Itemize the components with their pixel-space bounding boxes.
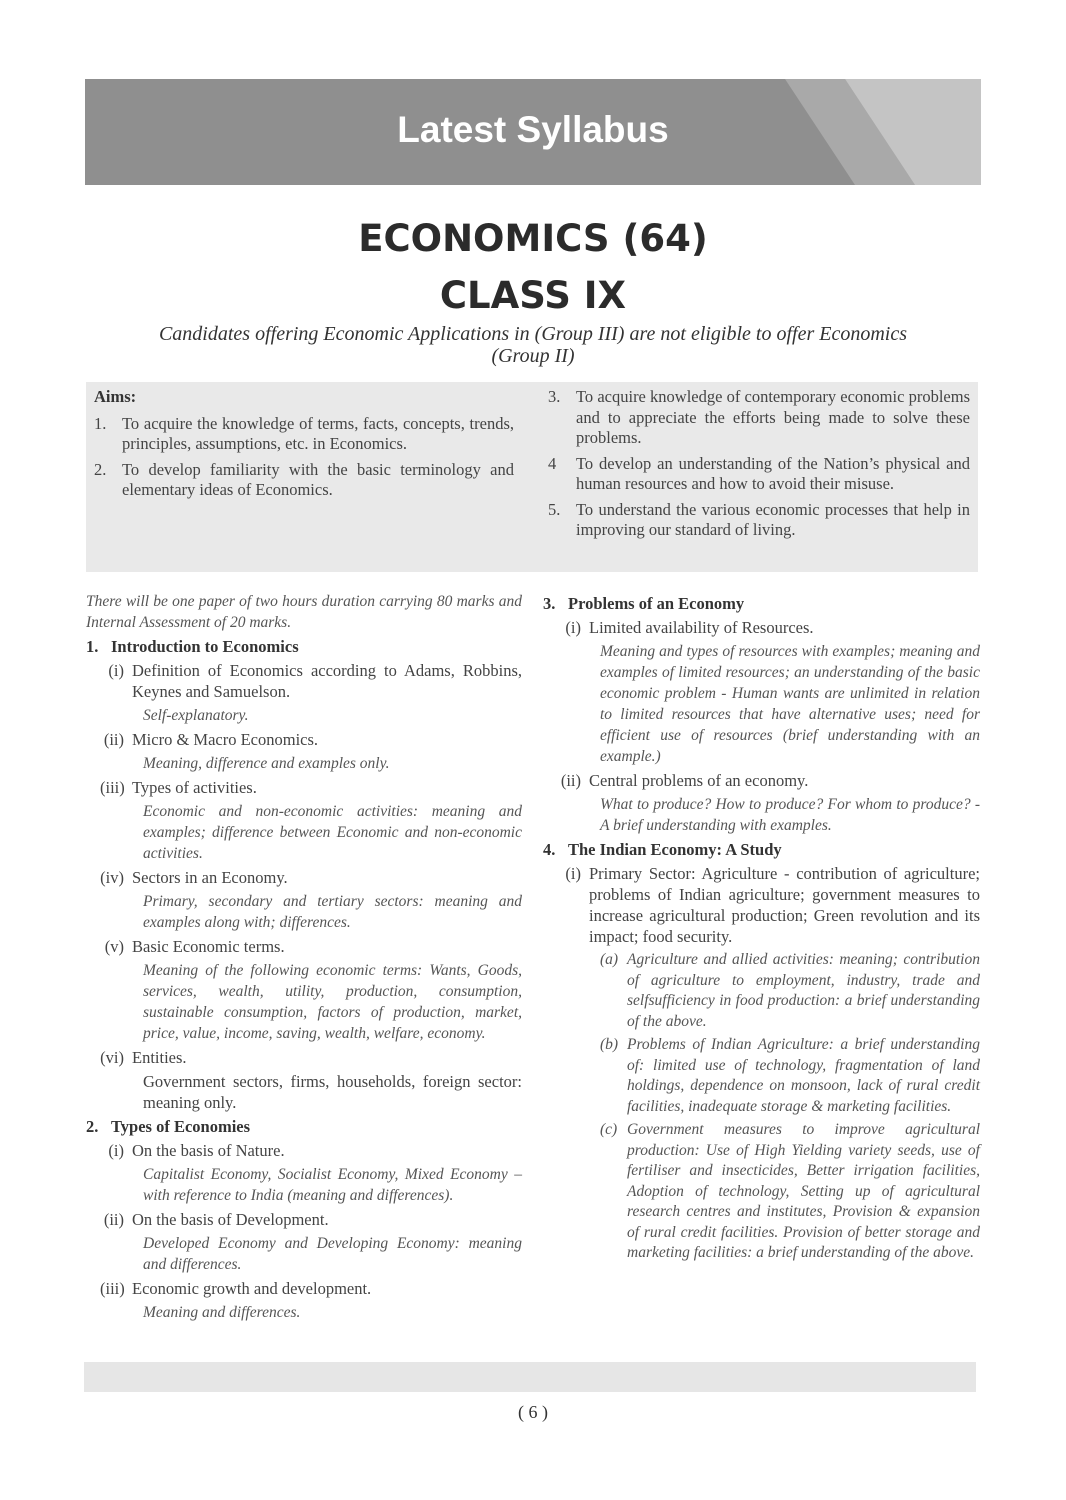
aim-number: 2. (94, 459, 107, 479)
topic-description: Government sectors, firms, households, foreign sector: meaning only. (143, 1072, 522, 1112)
topic-item (86, 1047, 522, 1068)
topic-roman: (vi) (100, 1048, 124, 1067)
subtopic-item (600, 950, 980, 1032)
aim-text: To develop familiarity with the basic terminology and elementary ideas of Economics. (122, 459, 514, 499)
section-number: 2. (86, 1117, 99, 1136)
topic-roman: (iii) (100, 778, 125, 797)
subtopic-text: Problems of Indian Agriculture: a brief understanding of: limited use of technology, fragmentation of land holdings, dependence on monsoon, lack of rural credit facilities, inadequate storage & marketing facilities. (627, 1036, 980, 1115)
topic-item (543, 617, 980, 638)
topic-text: Micro & Macro Economics. (132, 730, 319, 749)
topic-text: On the basis of Nature. (132, 1141, 285, 1160)
topic-item (86, 660, 522, 702)
subtopic-letter: (a) (600, 951, 619, 968)
subtopic-letter: (c) (600, 1121, 618, 1138)
topic-description: Capitalist Economy, Socialist Economy, Mixed Economy – with reference to India (meaning and differences). (143, 1166, 522, 1204)
eligibility-note: Candidates offering Economic Applications in (Group III) are not eligible to offer Economics (Group II) (158, 323, 908, 367)
topic-item (543, 770, 980, 791)
syllabus-right-column (543, 591, 980, 1267)
subtopic-text: Government measures to improve agricultural production: Use of High Yielding variety seeds, use of fertiliser and insecticides, Better irrigation facilities, Adoption of technology, Setting up of agricultural research centres and institutes, Provision & expansion of rural credit facilities. Provision of better storage and marketing facilities: a brief understanding of the above. (627, 1121, 980, 1261)
subtopic-letter: (b) (600, 1036, 619, 1053)
topic-item (86, 729, 522, 750)
topic-roman: (v) (104, 937, 124, 956)
paper-intro: There will be one paper of two hours duration carrying 80 marks and Internal Assessment of 20 marks. (86, 593, 522, 631)
aim-number: 5. (548, 499, 561, 519)
topic-text: Economic growth and development. (132, 1279, 372, 1298)
section-title: Problems of an Economy (568, 594, 745, 613)
aim-number: 4 (548, 453, 557, 473)
subtopic-item (600, 1120, 980, 1264)
topic-item (86, 777, 522, 798)
aims-left-column (94, 387, 514, 506)
aim-number: 3. (548, 387, 561, 406)
topic-text: Types of activities. (132, 778, 257, 797)
topic-item (86, 1140, 522, 1161)
subtopic-text: Agriculture and allied activities: meaning; contribution of agriculture to employment, industry, trade and selfsufficiency in food production: a brief understanding of the above. (627, 951, 980, 1030)
subject-heading: ECONOMICS (64) (358, 217, 708, 260)
subtopic-item (600, 1035, 980, 1117)
class-heading: CLASS IX (439, 274, 627, 317)
topic-item (86, 867, 522, 888)
aims-right-column (548, 387, 970, 546)
topic-text: Basic Economic terms. (132, 937, 285, 956)
topic-text: Limited availability of Resources. (589, 618, 814, 637)
topic-item (86, 1209, 522, 1230)
syllabus-left-column (86, 591, 522, 1326)
aim-text: To understand the various economic processes that help in improving our standard of living. (576, 499, 970, 539)
section-heading (543, 593, 980, 614)
topic-description: Meaning, difference and examples only. (143, 755, 390, 772)
topic-description: Primary, secondary and tertiary sectors: meaning and examples along with; differences. (143, 893, 522, 931)
topic-roman: (iii) (100, 1279, 125, 1298)
syllabus-banner (85, 79, 981, 185)
aim-item (548, 500, 970, 541)
footer-bar (84, 1362, 976, 1392)
topic-text: Entities. (132, 1048, 187, 1067)
section-title: The Indian Economy: A Study (568, 840, 782, 859)
banner-title: Latest Syllabus (397, 109, 669, 150)
topic-roman: (i) (565, 618, 581, 637)
topic-description: Meaning and types of resources with examples; meaning and examples of limited resources; an understanding of the basic economic problem - Human wants are unlimited in relation to limited resources that have alternative uses; need for efficient use of resources (brief understanding with an example.) (600, 643, 980, 765)
topic-roman: (ii) (103, 1210, 124, 1229)
topic-item (86, 936, 522, 957)
topic-text: Central problems of an economy. (589, 771, 809, 790)
aim-text: To develop an understanding of the Nation’s physical and human resources and how to avoid their misuse. (576, 453, 970, 493)
aim-text: To acquire the knowledge of terms, facts, concepts, trends, principles, assumptions, etc. in Economics. (122, 413, 514, 453)
topic-description: Self-explanatory. (143, 707, 249, 724)
page-number: ( 6 ) (518, 1402, 548, 1422)
topic-roman: (ii) (103, 730, 124, 749)
topic-text: On the basis of Development. (132, 1210, 329, 1229)
topic-roman: (i) (108, 1141, 124, 1160)
aim-item (548, 387, 970, 449)
section-number: 3. (543, 594, 556, 613)
section-heading (543, 839, 980, 860)
topic-description: Meaning of the following economic terms: Wants, Goods, services, wealth, utility, production, consumption, sustainable consumption, factors of production, market, price, value, income, saving, wealth, welfare, economy. (143, 962, 522, 1042)
aim-item (548, 454, 970, 495)
aim-text: To acquire knowledge of contemporary economic problems and to appreciate the efforts being made to solve these problems. (576, 387, 970, 447)
topic-description: Economic and non-economic activities: meaning and examples; difference between Economic and non-economic activities. (143, 803, 522, 862)
aim-item (94, 414, 514, 455)
topic-description: Meaning and differences. (143, 1304, 301, 1321)
topic-roman: (iv) (100, 868, 124, 887)
section-heading (86, 1116, 522, 1137)
section-number: 1. (86, 637, 99, 656)
topic-item (543, 863, 980, 947)
aims-title: Aims: (94, 387, 137, 406)
topic-description: What to produce? How to produce? For whom to produce? - A brief understanding with examples. (600, 796, 980, 834)
aim-item (94, 460, 514, 501)
topic-text: Definition of Economics according to Adams, Robbins, Keynes and Samuelson. (132, 661, 522, 701)
topic-roman: (ii) (560, 771, 581, 790)
topic-roman: (i) (565, 864, 581, 883)
section-number: 4. (543, 840, 556, 859)
section-title: Types of Economies (111, 1117, 251, 1136)
topic-item (86, 1278, 522, 1299)
aim-number: 1. (94, 413, 107, 433)
section-heading (86, 636, 522, 657)
topic-text: Sectors in an Economy. (132, 868, 288, 887)
section-title: Introduction to Economics (111, 637, 299, 656)
topic-description: Developed Economy and Developing Economy: meaning and differences. (143, 1235, 522, 1273)
topic-roman: (i) (108, 661, 124, 680)
topic-text: Primary Sector: Agriculture - contribution of agriculture; problems of Indian agriculture; government measures to increase agricultural production; Green revolution and its impact; food security. (589, 864, 980, 946)
